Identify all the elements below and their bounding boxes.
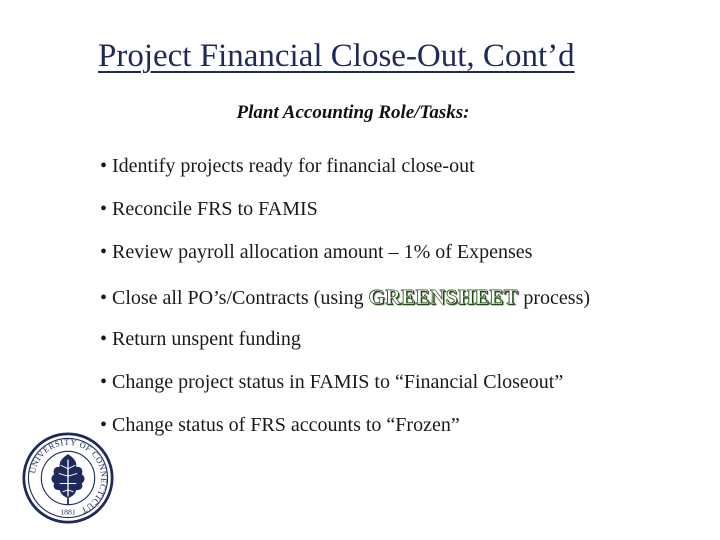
- bullet-item: • Reconcile FRS to FAMIS: [100, 198, 318, 220]
- bullet-item: • Identify projects ready for financial close-out: [100, 155, 475, 177]
- bullet-item: • Return unspent funding: [100, 328, 301, 350]
- greensheet-highlight: GREENSHEET: [368, 285, 519, 309]
- slide-title: Project Financial Close-Out, Cont’d: [98, 38, 575, 74]
- seal-ring-text: UNIVERSITY OF CONNECTICUT: [27, 436, 110, 517]
- bullet-text-suffix: process): [518, 287, 591, 309]
- seal-year: 1881: [60, 507, 76, 517]
- bullet-item: [100, 284, 590, 311]
- university-seal-logo: [22, 432, 114, 524]
- bullet-item: • Change status of FRS accounts to “Frozen”: [100, 414, 460, 436]
- bullet-text: • Close all PO’s/Contracts (using: [100, 287, 369, 309]
- bullet-item: • Review payroll allocation amount – 1% of Expenses: [100, 241, 533, 263]
- slide-subtitle: Plant Accounting Role/Tasks:: [236, 102, 470, 123]
- bullet-item: • Change project status in FAMIS to “Financial Closeout”: [100, 371, 564, 393]
